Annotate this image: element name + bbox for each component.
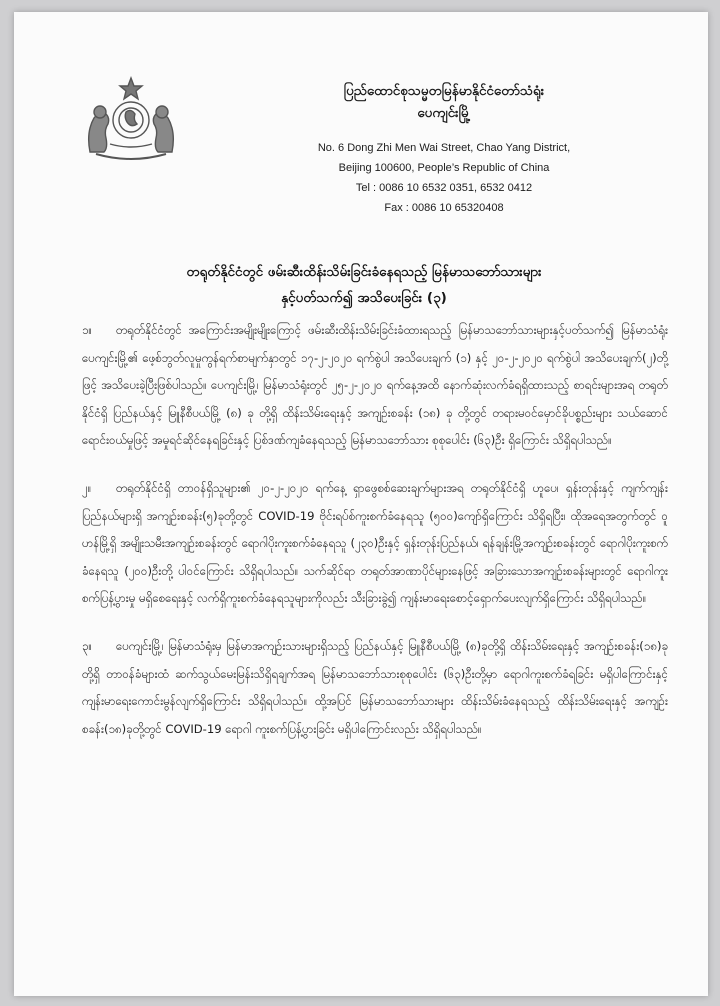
state-seal-icon	[76, 72, 186, 162]
letterhead	[254, 80, 634, 218]
address-line-2: Beijing 100600, People’s Republic of China	[338, 162, 550, 174]
paragraph-2	[82, 475, 668, 613]
heading-line-2: နှင့်ပတ်သက်၍ အသိပေးခြင်း (၃)	[281, 290, 447, 306]
document-heading	[84, 259, 644, 311]
telephone: Tel : 0086 10 6532 0351, 6532 0412	[355, 182, 533, 194]
paragraph-number: ၃။	[82, 638, 93, 653]
paragraph-1	[82, 317, 668, 455]
paragraph-text: တရုတ်နိုင်ငံရှိ တာဝန်ရှိသူများ၏ ၂၀-၂-၂၀၂၀ ရက်နေ့ ရှာဖွေစစ်ဆေးချက်များအရ တရုတ်နိုင်ငံရှိ ဟူပေ၊ ရှန်းတုန်းနှင့် ကျက်ကျန်းပြည်နယ်များရှိ အကျဉ်းစခန်း(၅)ခုတို့တွင် COVID-19 ဗိုင်းရပ်စ်ကူးစက်ခံနေရသူ (၅၀၀)ကျော်ရှိကြောင်း သိရှိရပြီး၊ ထိုအရေအတွက်တွင် ဝူဟန်မြို့ရှိ အမျိုးသမီးအကျဉ်းစခန်းတွင် ရောဂါပိုးကူးစက်ခံနေရသူ (၂၃၀)ဦးနှင့် ရှန်းတုန်းပြည်နယ်၊ ရန်ချန်းမြို့အကျဉ်းစခန်းတွင် ရောဂါပိုးကူးစက်ခံနေရသူ (၂၀၀)ဦးတို့ ပါဝင်ကြောင်း သိရှိရပါသည်။ သက်ဆိုင်ရာ တရုတ်အာဏာပိုင်များနေဖြင့် အခြားသောအကျဉ်းစခန်းများတွင် ရောဂါကူးစက်ပြန့်ပွားမှု မရှိစေရေးနှင့် လက်ရှိကူးစက်ခံနေရသူများကိုလည်း သီးခြားခွဲ၍ ကျန်းမာရေးစောင့်ရှောက်ပေးလျက်ရှိကြောင်း သိရှိရပါသည်။	[82, 480, 668, 606]
address-line-1: No. 6 Dong Zhi Men Wai Street, Chao Yang District,	[317, 142, 571, 154]
heading-line-1: တရုတ်နိုင်ငံတွင် ဖမ်းဆီးထိန်းသိမ်းခြင်းခံနေရသည့် မြန်မာသဘော်သားများ	[186, 264, 542, 280]
paragraph-3	[82, 633, 668, 743]
embassy-city: ပေကျင်းမြို့	[417, 105, 471, 121]
paragraph-text: တရုတ်နိုင်ငံတွင် အကြောင်းအမျိုးမျိုးကြောင့် ဖမ်းဆီးထိန်းသိမ်းခြင်းခံထားရသည့် မြန်မာသဘော်သားများနှင့်ပတ်သက်၍ မြန်မာသံရုံး ပေကျင်းမြို့၏ ဖေ့စ်ဘွတ်လူမှုကွန်ရက်စာမျက်နှာတွင် ၁၇-၂-၂၀၂၀ ရက်စွဲပါ အသိပေးချက် (၁) နှင့် ၂၀-၂-၂၀၂၀ ရက်စွဲပါ အသိပေးချက်(၂)တို့ဖြင့် အသိပေးခဲ့ပြီးဖြစ်ပါသည်။ ပေကျင်းမြို့၊ မြန်မာသံရုံးတွင် ၂၅-၂-၂၀၂၀ ရက်နေ့အထိ နောက်ဆုံးလက်ခံရရှိထားသည့် စာရင်းများအရ တရုတ်နိုင်ငံရှိ ပြည်နယ်နှင့် မြူနီစီပယ်မြို့ (၈) ခု တို့ရှိ ထိန်းသိမ်းရေးနှင့် အကျဉ်းစခန်း (၁၈) ခု တို့တွင် တရားမဝင်မှောင်ခိုပစ္စည်းများ သယ်ဆောင်ရောင်းဝယ်မှုဖြင့် အမှုရင်ဆိုင်နေရခြင်းနှင့် ပြစ်ဒဏ်ကျခံနေရသည့် မြန်မာသဘော်သား စုစုပေါင်း (၆၃)ဦး ရှိကြောင်း သိရှိရပါသည်။	[82, 323, 668, 448]
paragraph-number: ၁။	[82, 323, 93, 337]
fax: Fax : 0086 10 65320408	[384, 202, 504, 214]
paragraph-number: ၂။	[82, 480, 92, 495]
document-body	[82, 317, 668, 763]
embassy-name: ပြည်ထောင်စုသမ္မတမြန်မာနိုင်ငံတော်သံရုံး	[343, 83, 545, 99]
document-page	[14, 12, 708, 996]
paragraph-text: ပေကျင်းမြို့၊ မြန်မာသံရုံးမှ မြန်မာအကျဉ်းသားများရှိသည့် ပြည်နယ်နှင့် မြူနီစီပယ်မြို့ (၈)ခုတို့ရှိ ထိန်းသိမ်းရေးနှင့် အကျဉ်းစခန်း(၁၈)ခုတို့ရှိ တာဝန်ခံများထံ ဆက်သွယ်မေးမြန်းသိရှိရချက်အရ မြန်မာသဘော်သားစုစုပေါင်း (၆၃)ဦးတို့မှာ ရောဂါကူးစက်ခံရခြင်း မရှိပါကြောင်းနှင့် ကျန်းမာရေးကောင်းမွန်လျက်ရှိကြောင်း သိရှိရပါသည်။ ထို့အပြင် မြန်မာသဘော်သားများ ထိန်းသိမ်းခံနေရသည့် ထိန်းသိမ်းရေးနှင့် အကျဉ်းစခန်း(၁၈)ခုတို့တွင် COVID-19 ရောဂါ ကူးစက်ပြန့်ပွားခြင်း မရှိပါကြောင်းလည်း သိရှိရပါသည်။	[82, 638, 668, 736]
